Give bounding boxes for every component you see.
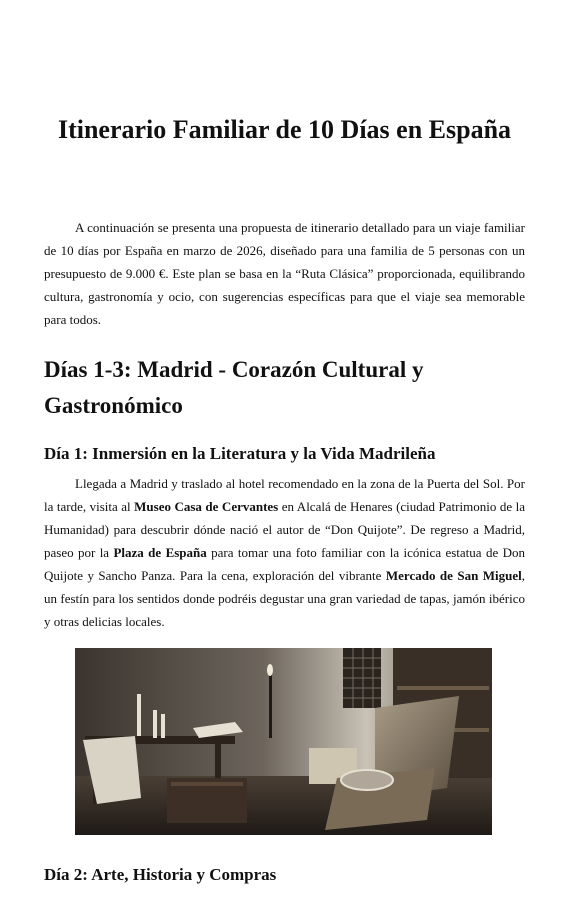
day1-text-1: Llegada a Madrid y traslado al hotel recomendado en la zona de la Puerta del Sol. Por la tarde, visita al: [44, 476, 525, 514]
day1-text-3: para tomar una foto familiar con la icónica estatua de Don Quijote y Sancho Panza. Para la cena, exploración del vibrante: [44, 545, 525, 583]
document-title: Itinerario Familiar de 10 Días en España: [57, 115, 512, 144]
intro-paragraph: A continuación se presenta una propuesta de itinerario detallado para un viaje familiar de 10 días por España en marzo de 2026, diseñado para una familia de 5 personas con un presupuesto de 9.000 €. Este plan se basa en la “Ruta Clásica” proporcionada, equilibrando cultura, gastronomía y ocio, con sugerencias específicas para que el viaje sea memorable para todos.: [44, 220, 525, 327]
day1-paragraph: [44, 472, 525, 633]
mercado-san-miguel-bold: Mercado de San Miguel: [385, 568, 522, 583]
day2-heading: Día 2: Arte, Historia y Compras: [44, 865, 277, 884]
museo-casa-cervantes-bold: Museo Casa de Cervantes: [134, 499, 279, 514]
plaza-espana-bold: Plaza de España: [113, 545, 207, 560]
day1-heading: Día 1: Inmersión en la Literatura y la Vida Madrileña: [44, 444, 436, 463]
day1-text-4: , un festín para los sentidos donde podréis degustar una gran variedad de tapas, jamón ibérico y otras delicias locales.: [44, 568, 526, 629]
cervantes-house-interior-photo: [75, 648, 492, 835]
section-heading: Días 1-3: Madrid - Corazón Cultural y Gastronómico: [44, 357, 424, 418]
day1-text-2: en Alcalá de Henares (ciudad Patrimonio de la Humanidad) para descubrir dónde nació el autor de “Don Quijote”. De regreso a Madrid, paseo por la: [44, 499, 525, 560]
